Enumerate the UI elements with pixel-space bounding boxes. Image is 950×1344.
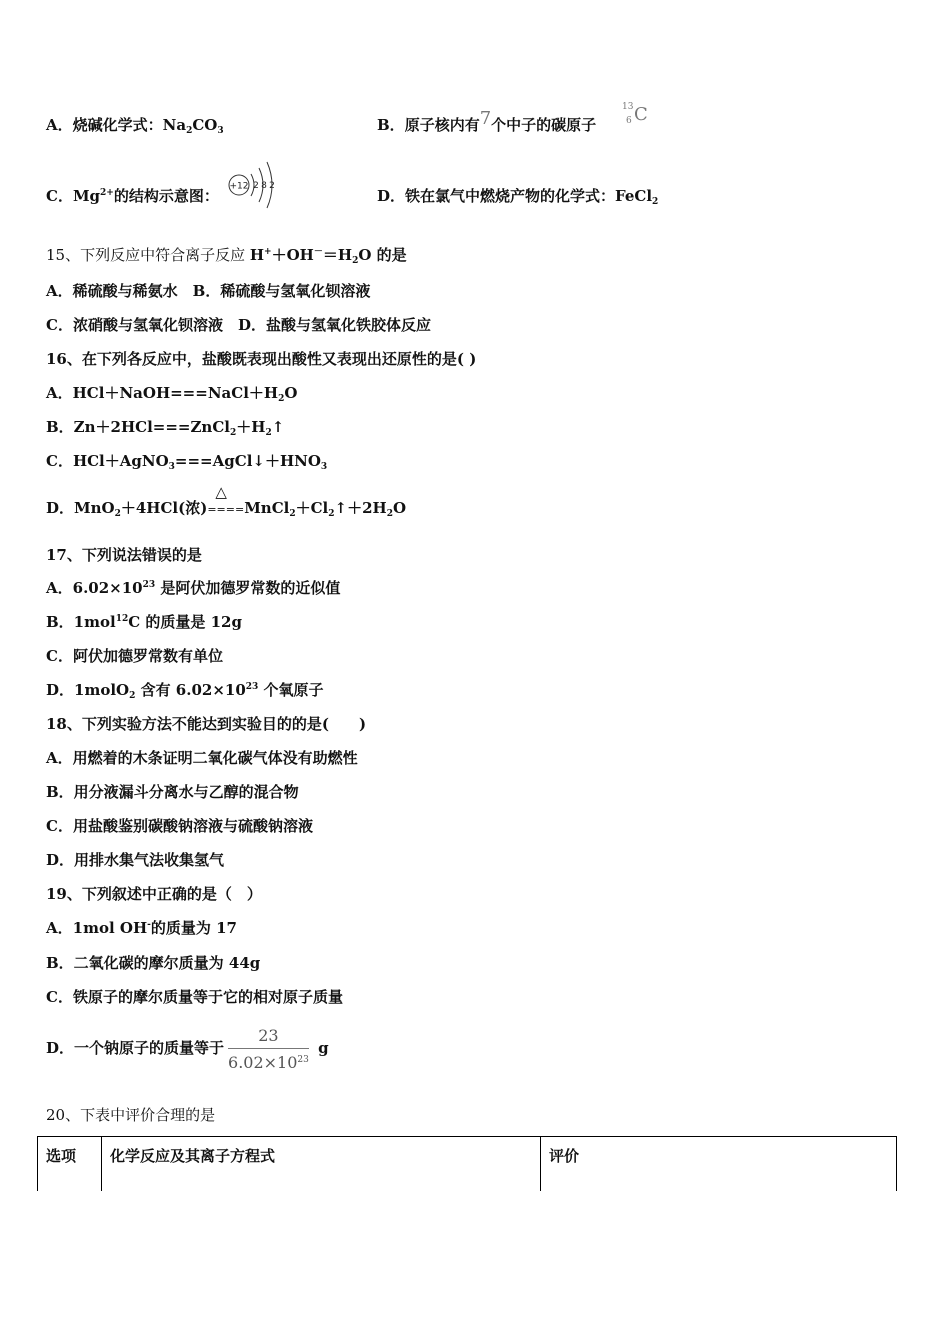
q18-stem: 18、下列实验方法不能达到实验目的的是( ) xyxy=(46,715,367,733)
header-evaluation: 评价 xyxy=(541,1137,897,1192)
q19-option-c: C．铁原子的摩尔质量等于它的相对原子质量 xyxy=(46,988,343,1006)
mg-ion-structure-icon xyxy=(226,160,278,210)
sodium-mass-fraction: $\frac{23}{6.02\times 10^{23}}$ xyxy=(228,1025,309,1072)
shell-2-electrons: 8 xyxy=(261,181,267,191)
q19-option-b: B．二氧化碳的摩尔质量为 44g xyxy=(46,954,261,972)
q14-option-b: B．原子核内有7个中子的碳原子 xyxy=(377,108,597,134)
q19-stem: 19、下列叙述中正确的是（ ） xyxy=(46,885,262,903)
table-header-row xyxy=(38,1137,897,1192)
q15-options-cd: C．浓硝酸与氢氧化钡溶液 D．盐酸与氢氧化铁胶体反应 xyxy=(46,316,431,334)
neutron-count: 7 xyxy=(479,108,492,129)
q16-option-c: C．$HCl+AgNO_3===AgCl↓+HNO_3$ xyxy=(46,452,328,472)
q16-option-a: A．$HCl+NaOH===NaCl+H_2O$ xyxy=(46,384,298,404)
shell-3-electrons: 2 xyxy=(269,181,275,191)
q16-option-d: D．MnO$_2$＋4HCl(浓) △ $====MnCl_2+Cl_2↑+2H_2O$ xyxy=(46,483,407,519)
heat-condition: △ ==== xyxy=(207,483,245,516)
q18-option-c: C．用盐酸鉴别碳酸钠溶液与硫酸钠溶液 xyxy=(46,817,313,835)
q19-option-a: A．1mol OH-的质量为 17 xyxy=(46,919,237,937)
q17-option-a: A．$6.02\times 10^{23}$ 是阿伏加德罗常数的近似值 xyxy=(46,579,341,597)
header-reaction: 化学反应及其离子方程式 xyxy=(102,1137,541,1192)
q16-option-b: B．$Zn+2HCl===ZnCl_2+H_2↑$ xyxy=(46,418,285,438)
q14-option-a: A．烧碱化学式：$Na_2CO_3$ xyxy=(46,116,224,136)
carbon-isotope-notation: 13 6 C xyxy=(622,102,648,126)
nucleus-charge: +12 xyxy=(229,181,249,192)
q14-option-d: D．铁在氯气中燃烧产物的化学式：FeCl$_2$ xyxy=(377,187,659,207)
q18-option-b: B．用分液漏斗分离水与乙醇的混合物 xyxy=(46,783,299,801)
q17-option-c: C．阿伏加德罗常数有单位 xyxy=(46,647,223,665)
q18-option-d: D．用排水集气法收集氢气 xyxy=(46,851,225,869)
q17-stem: 17、下列说法错误的是 xyxy=(46,546,202,564)
q14-option-c: C．$Mg^{2+}$的结构示意图： xyxy=(46,187,219,205)
q17-option-d: D．1molO$_2$ 含有 $6.02\times 10^{23}$ 个氧原子 xyxy=(46,681,324,701)
q15-options-ab: A．稀硫酸与稀氨水 B．稀硫酸与氢氧化钡溶液 xyxy=(46,282,371,300)
q19-option-d: D．一个钠原子的质量等于 $\frac{23}{6.02\times 10^{23}}$ g xyxy=(46,1025,329,1072)
shell-1-electrons: 2 xyxy=(253,181,259,191)
q17-option-b: B．1mol$^{12}$C 的质量是 12g xyxy=(46,613,242,631)
header-option: 选项 xyxy=(38,1137,102,1192)
q15-stem: 15、下列反应中符合离子反应 $H^++OH^-=H_2O$ 的是 xyxy=(46,246,407,266)
q16-stem: 16、在下列各反应中，盐酸既表现出酸性又表现出还原性的是( ) xyxy=(46,350,477,368)
evaluation-table xyxy=(37,1136,897,1191)
q20-stem: 20、下表中评价合理的是 xyxy=(46,1106,216,1124)
q18-option-a: A．用燃着的木条证明二氧化碳气体没有助燃性 xyxy=(46,749,358,767)
